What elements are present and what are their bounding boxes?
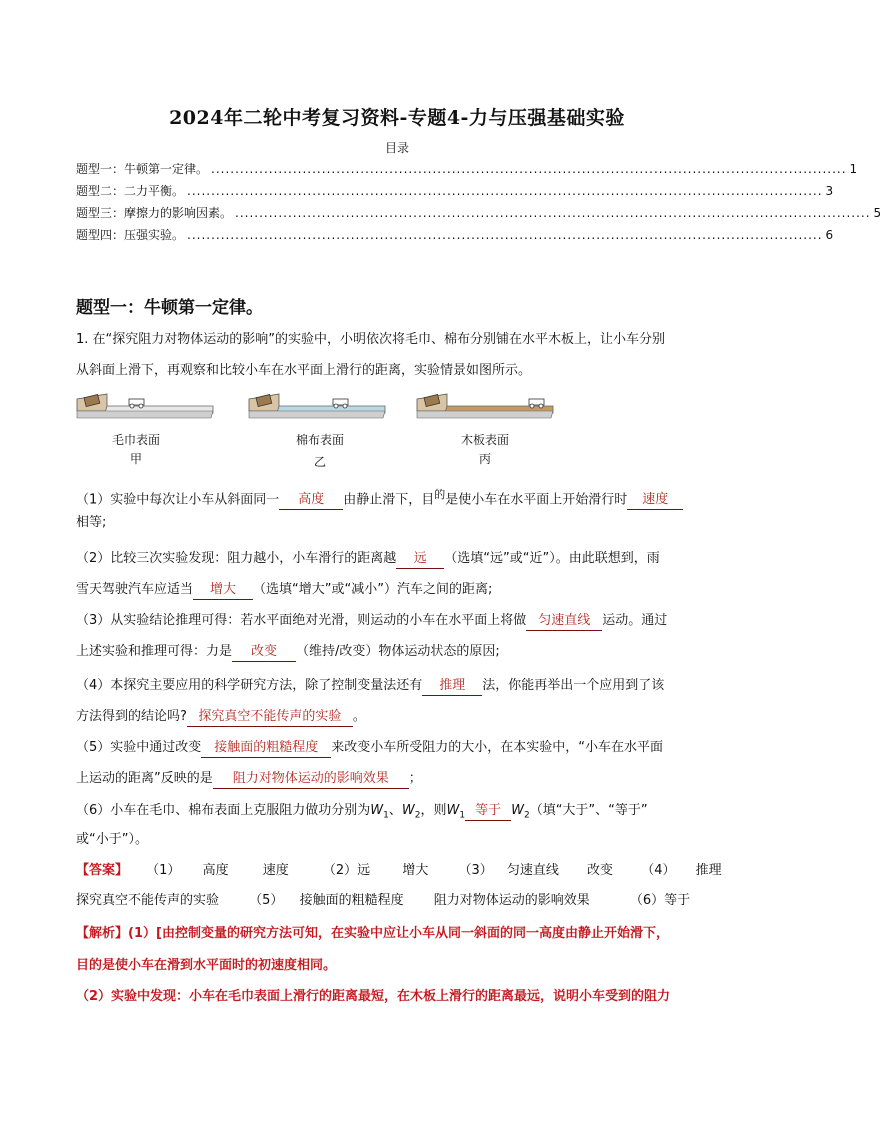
text: 的 bbox=[434, 488, 446, 501]
answer-item: 接触面的粗糙程度 bbox=[299, 893, 404, 908]
text: （3）从实验结论推理可得：若水平面绝对光滑，则运动的小车在水平面上将做 bbox=[76, 613, 527, 628]
text: ，则 bbox=[420, 803, 447, 818]
toc-item[interactable] bbox=[76, 182, 834, 200]
toc-leader: .................................................................................................................................... bbox=[211, 162, 847, 176]
text: （填“大于”、“等于” bbox=[529, 803, 648, 818]
answer-item: （1） bbox=[146, 863, 181, 878]
text: （6）小车在毛巾、棉布表面上克服阻力做功分别为 bbox=[76, 803, 371, 818]
analysis-text: （2）实验中发现：小车在毛巾表面上滑行的距离最短，在木板上滑行的距离最远，说明小车受到的阻力 bbox=[76, 989, 671, 1004]
text: （选填“远”或“近”）。由此联想到，雨 bbox=[444, 551, 660, 566]
answer-item: 改变 bbox=[587, 863, 614, 878]
answer-item: （2）远 bbox=[322, 863, 371, 878]
answer-line bbox=[76, 887, 721, 915]
toc-leader: .................................................................................................................................... bbox=[187, 184, 823, 198]
text: 2 bbox=[523, 810, 530, 821]
text: W bbox=[511, 803, 524, 818]
text: （2）比较三次实验发现：阻力越小，小车滑行的距离越 bbox=[76, 551, 397, 566]
sub-question-2 bbox=[76, 545, 721, 573]
text: 上运动的距离”反映的是 bbox=[76, 771, 213, 786]
answer-line bbox=[76, 857, 721, 885]
toc-item[interactable] bbox=[76, 160, 858, 178]
answer-blank: 匀速直线 bbox=[526, 612, 602, 631]
toc-leader: .................................................................................................................................... bbox=[235, 206, 871, 220]
answer-blank: 改变 bbox=[232, 643, 296, 662]
question-text: 1. 在“探究阻力对物体运动的影响”的实验中，小明依次将毛巾、棉布分别铺在水平木板上，让小车分别 bbox=[76, 332, 666, 347]
toc-item[interactable] bbox=[76, 204, 881, 222]
answer-blank: 探究真空不能传声的实验 bbox=[187, 708, 353, 727]
analysis-text: (1）[由控制变量的研究方法可知，在实验中应让小车从同一斜面的同一高度由静止开始滑下， bbox=[128, 926, 669, 941]
text: （1）实验中每次让小车从斜面同一 bbox=[76, 492, 280, 508]
answer-item: 探究真空不能传声的实验 bbox=[76, 893, 220, 908]
text: W bbox=[446, 803, 460, 818]
figure-caption: 木板表面 bbox=[460, 433, 509, 447]
answer-blank: 阻力对物体运动的影响效果 bbox=[213, 770, 409, 789]
analysis-line bbox=[76, 920, 721, 948]
sub-question-2-cont bbox=[76, 576, 721, 604]
answer-blank: 接触面的粗糙程度 bbox=[201, 739, 331, 758]
figure-label: 乙 bbox=[313, 455, 326, 469]
answer-item: （3） bbox=[458, 863, 493, 878]
figure-caption: 棉布表面 bbox=[295, 433, 344, 447]
sub-question-3-cont bbox=[76, 638, 721, 666]
question-text: 从斜面上滑下，再观察和比较小车在水平面上滑行的距离，实验情景如图所示。 bbox=[76, 363, 532, 378]
answer-blank: 推理 bbox=[422, 677, 482, 696]
figure-caption: 毛巾表面 bbox=[111, 433, 160, 447]
text: （4）本探究主要应用的科学研究方法，除了控制变量法还有 bbox=[76, 678, 423, 693]
ramp-figure-wood bbox=[415, 393, 555, 423]
toc-item-label: 题型四：压强实验。 bbox=[76, 228, 185, 242]
figure-label: 甲 bbox=[129, 452, 142, 466]
text: （选填“增大”或“减小”）汽车之间的距离; bbox=[253, 582, 493, 597]
page-title: 2024年二轮中考复习资料-专题4-力与压强基础实验 bbox=[169, 107, 625, 129]
toc-item-label: 题型二：二力平衡。 bbox=[76, 184, 185, 198]
ramp-figure-towel bbox=[75, 393, 215, 423]
answer-item: 速度 bbox=[262, 863, 289, 878]
text: ； bbox=[408, 771, 422, 786]
text: 1 bbox=[383, 810, 389, 821]
answer-item: 高度 bbox=[202, 863, 229, 878]
text: 上述实验和推理可得：力是 bbox=[76, 644, 233, 659]
sub-question-4 bbox=[76, 672, 721, 700]
sub-question-5-cont bbox=[76, 765, 721, 793]
sub-question-4-cont bbox=[76, 703, 721, 731]
answer-item: （6）等于 bbox=[629, 893, 691, 908]
toc-item-page: 1 bbox=[849, 162, 858, 176]
toc-heading: 目录 bbox=[384, 141, 409, 155]
answer-tag: 【答案】 bbox=[76, 863, 129, 878]
text: 方法得到的结论吗? bbox=[76, 709, 187, 724]
figure-label: 丙 bbox=[478, 452, 491, 466]
text: （维持/改变）物体运动状态的原因; bbox=[296, 644, 500, 659]
toc-leader: .................................................................................................................................... bbox=[187, 228, 823, 242]
text: （5）实验中通过改变 bbox=[76, 740, 202, 755]
answer-blank: 远 bbox=[396, 550, 444, 569]
text: 、 bbox=[388, 803, 402, 818]
toc-item-page: 6 bbox=[825, 228, 834, 242]
answer-blank: 增大 bbox=[193, 581, 253, 600]
text: 雪天驾驶汽车应适当 bbox=[76, 582, 194, 597]
toc-item[interactable] bbox=[76, 226, 834, 244]
text: 法，你能再举出一个应用到了该 bbox=[482, 678, 665, 693]
answer-blank: 等于 bbox=[465, 802, 511, 821]
analysis-tag: 【解析】 bbox=[76, 926, 129, 941]
sub-question-6-cont: 或“小于”）。 bbox=[76, 832, 148, 847]
answer-item: （5） bbox=[249, 893, 284, 908]
answer-item: 推理 bbox=[695, 863, 722, 878]
text: 2 bbox=[414, 810, 421, 821]
answer-blank: 高度 bbox=[279, 491, 343, 510]
text: W bbox=[370, 803, 384, 818]
answer-item: （4） bbox=[641, 863, 676, 878]
toc-item-page: 5 bbox=[873, 206, 881, 220]
sub-question-1-cont: 相等; bbox=[76, 515, 107, 530]
text: 来改变小车所受阻力的大小，在本实验中，“小车在水平面 bbox=[331, 740, 664, 755]
answer-item: 匀速直线 bbox=[506, 863, 559, 878]
sub-question-5 bbox=[76, 734, 721, 762]
toc-item-label: 题型一：牛顿第一定律。 bbox=[76, 162, 209, 176]
text: 由静止滑下，目 bbox=[343, 492, 435, 508]
toc-item-page: 3 bbox=[825, 184, 834, 198]
toc-item-label: 题型三：摩擦力的影响因素。 bbox=[76, 206, 233, 220]
answer-item: 增大 bbox=[402, 863, 429, 878]
sub-question-3 bbox=[76, 607, 721, 635]
sub-question-6 bbox=[76, 797, 721, 830]
text: 1 bbox=[459, 810, 466, 821]
answer-item: 阻力对物体运动的影响效果 bbox=[433, 893, 590, 908]
analysis-text: 目的是使小车在滑到水平面时的初速度相同。 bbox=[76, 958, 337, 973]
text: 运动。通过 bbox=[602, 613, 668, 628]
text: W bbox=[401, 803, 415, 818]
text: 。 bbox=[352, 709, 366, 724]
ramp-figure-cotton bbox=[247, 393, 387, 423]
answer-blank: 速度 bbox=[627, 491, 683, 510]
section-heading: 题型一：牛顿第一定律。 bbox=[76, 298, 263, 318]
text: 是使小车在水平面上开始滑行时 bbox=[445, 492, 628, 508]
